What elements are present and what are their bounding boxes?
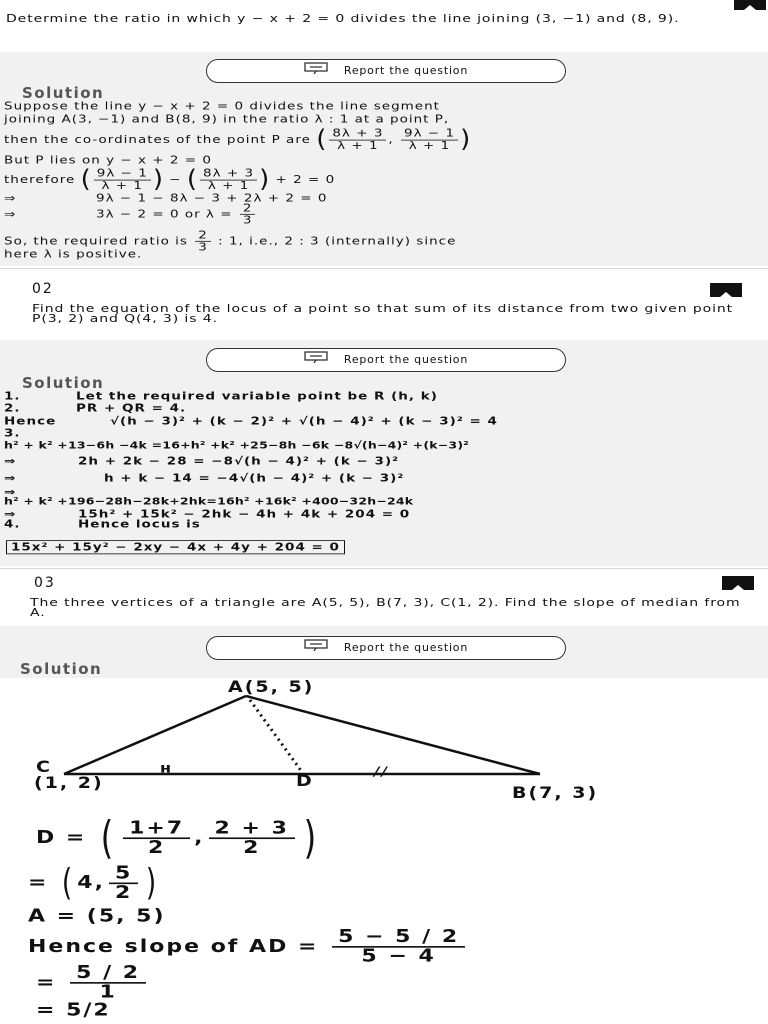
solution-heading: Solution: [22, 374, 105, 392]
solution-line: h + k − 14 = −4√(h − 4)² + (k − 3)²: [104, 472, 405, 485]
fraction: [109, 864, 138, 902]
question-text: The three vertices of a triangle are A(5, 5), B(7, 3), C(1, 2). Find the slope of median from A.: [30, 596, 741, 620]
text: 3λ − 2 = 0 or λ =: [96, 208, 233, 221]
text: =: [28, 872, 49, 893]
arrow: ⇒: [4, 472, 17, 485]
question-text: Determine the ratio in which y − x + 2 = 0 divides the line joining (3, −1) and (8, 9).: [6, 12, 680, 25]
vertex-a-label: A(5, 5): [228, 678, 315, 697]
denominator: 2: [243, 837, 261, 858]
bookmark-icon[interactable]: [710, 283, 742, 297]
solution-line: h² + k² +196−28h−28k+2hk=16h² +16k² +400−32h−24k: [4, 495, 414, 507]
text: then the co-ordinates of the point P are: [4, 133, 311, 146]
report-question-button[interactable]: [206, 348, 566, 372]
denominator: 2: [147, 837, 166, 858]
numerator: 2: [240, 203, 256, 215]
solution-line: [4, 192, 16, 204]
bookmark-icon[interactable]: [734, 0, 766, 10]
step-number: 2.: [4, 402, 21, 415]
text: : 1, i.e., 2 : 3 (internally) since: [218, 235, 457, 248]
text: D =: [36, 827, 87, 848]
report-label: Report the question: [343, 641, 469, 654]
fraction: [329, 128, 386, 151]
vertex-b-label: B(7, 3): [512, 784, 599, 803]
numerator: 2 + 3: [209, 819, 295, 839]
median-ad: [250, 700, 302, 772]
boxed-answer: 15x² + 15y² − 2xy − 4x + 4y + 204 = 0: [6, 540, 345, 554]
numerator: 8λ + 3: [200, 168, 257, 180]
numerator: 5: [109, 864, 138, 884]
triangle-diagram: [0, 678, 768, 808]
solution-line: therefore ( $\frac{9\lambda - 1}{\lambda + 1}$ ) − ( $\frac{8\lambda + 3}{\lambda + 1}$ ) + 2 = 0: [4, 165, 336, 194]
divider: [0, 268, 768, 269]
solution-line: then the co-ordinates of the point P are ( $\frac{8\lambda + 3}{\lambda + 1}$ , $\frac{9\lambda - 1}{\lambda + 1}$ ): [4, 125, 472, 154]
question-number: 02: [32, 281, 54, 297]
numerator: 9λ − 1: [94, 168, 151, 180]
denominator: 3: [198, 241, 208, 254]
midpoint-d-label: D: [296, 772, 314, 791]
report-question-button[interactable]: [206, 636, 566, 660]
step-number: 1.: [4, 390, 21, 403]
text: 4,: [77, 872, 105, 893]
fraction: [209, 819, 295, 857]
solution-heading: Solution: [22, 84, 105, 102]
tick-mark: ʜ: [160, 760, 174, 776]
fraction: [123, 819, 190, 857]
denominator: λ + 1: [337, 139, 379, 152]
tick-mark: //: [374, 764, 389, 779]
denominator: λ + 1: [207, 179, 250, 192]
solution-line: h² + k² +13−6h −4k =16+h² +k² +25−8h −6k −8√(h−4)² +(k−3)²: [4, 439, 469, 451]
solution-line: Suppose the line y − x + 2 = 0 divides the line segment: [4, 100, 440, 113]
question-number: 03: [34, 575, 56, 591]
side-ac: [64, 696, 246, 774]
question-text: Find the equation of the locus of a point so that sum of its distance from two given point P(3, 2) and Q(4, 3) is 4.: [32, 302, 734, 326]
work-line-slope: [28, 928, 469, 966]
solution-line: Let the required variable point be R (h, k): [76, 390, 438, 403]
solution-line: [96, 203, 257, 226]
denominator: 2: [114, 882, 133, 903]
text: =: [36, 972, 57, 993]
vertex-c-label: C: [36, 758, 52, 777]
solution-line: here λ is positive.: [4, 248, 143, 261]
final-answer-box: [6, 541, 345, 553]
work-line-slope-value: [36, 964, 150, 1002]
side-ab: [246, 696, 540, 774]
numerator: 1+7: [123, 819, 190, 839]
fraction: [70, 964, 146, 1002]
flag-icon: [304, 60, 330, 82]
vertex-c-coord: (1, 2): [34, 774, 104, 793]
report-question-button[interactable]: [206, 59, 566, 83]
solution-line: PR + QR = 4.: [76, 402, 187, 415]
solution-panel: [0, 340, 768, 566]
fraction: [401, 128, 458, 151]
flag-icon: [304, 637, 330, 659]
solution-line: joining A(3, −1) and B(8, 9) in the ratio λ : 1 at a point P,: [4, 113, 450, 126]
denominator: 5 − 4: [361, 946, 436, 967]
denominator: λ + 1: [408, 139, 451, 152]
report-label: Report the question: [343, 353, 469, 366]
step-number: 4.: [4, 518, 21, 531]
text: Hence slope of AD =: [28, 936, 319, 957]
denominator: 1: [99, 982, 117, 1003]
work-line-a: A = (5, 5): [28, 906, 166, 927]
solution-line: 2h + 2k − 28 = −8√(h − 4)² + (k − 3)²: [78, 455, 400, 468]
work-line-midpoint: = ( 4, $\frac{5}{2}$ ): [28, 862, 158, 904]
arrow: ⇒: [4, 455, 17, 468]
solution-line: 9λ − 1 − 8λ − 3 + 2λ + 2 = 0: [96, 192, 328, 205]
fraction: [200, 168, 257, 191]
fraction: [94, 168, 151, 191]
fraction: [332, 928, 465, 966]
fraction: [240, 203, 256, 226]
solution-line: [4, 208, 16, 220]
numerator: 5 − 5 / 2: [332, 928, 465, 948]
report-label: Report the question: [343, 64, 469, 77]
arrow: ⇒: [4, 208, 17, 221]
denominator: 3: [242, 214, 253, 227]
numerator: 8λ + 3: [329, 128, 386, 140]
step-number: 3.: [4, 427, 21, 440]
solution-line: 15h² + 15k² − 2hk − 4h + 4k + 204 = 0: [78, 508, 411, 521]
flag-icon: [304, 349, 330, 371]
final-answer: = 5/2: [36, 1000, 111, 1021]
work-line-d: D = ( $\frac{1+7}{2}$ , $\frac{2 + 3}{2}$ ): [36, 812, 318, 864]
arrow: ⇒: [4, 508, 17, 521]
text: So, the required ratio is: [4, 235, 188, 248]
solution-line: But P lies on y − x + 2 = 0: [4, 154, 212, 167]
numerator: 2: [195, 230, 211, 242]
arrow: ⇒: [4, 486, 17, 499]
text: therefore: [4, 173, 76, 186]
arrow: ⇒: [4, 192, 17, 205]
text: + 2 = 0: [275, 173, 336, 186]
numerator: 9λ − 1: [401, 128, 458, 140]
solution-line: Hence: [4, 415, 57, 428]
denominator: λ + 1: [101, 179, 144, 192]
solution-heading: Solution: [20, 660, 103, 678]
numerator: 5 / 2: [70, 964, 146, 984]
fraction: [195, 230, 211, 253]
solution-line: Hence locus is: [78, 518, 201, 531]
solution-line: √(h − 3)² + (k − 2)² + √(h − 4)² + (k − 3)² = 4: [110, 415, 498, 428]
divider: [0, 568, 768, 569]
bookmark-icon[interactable]: [722, 576, 754, 590]
